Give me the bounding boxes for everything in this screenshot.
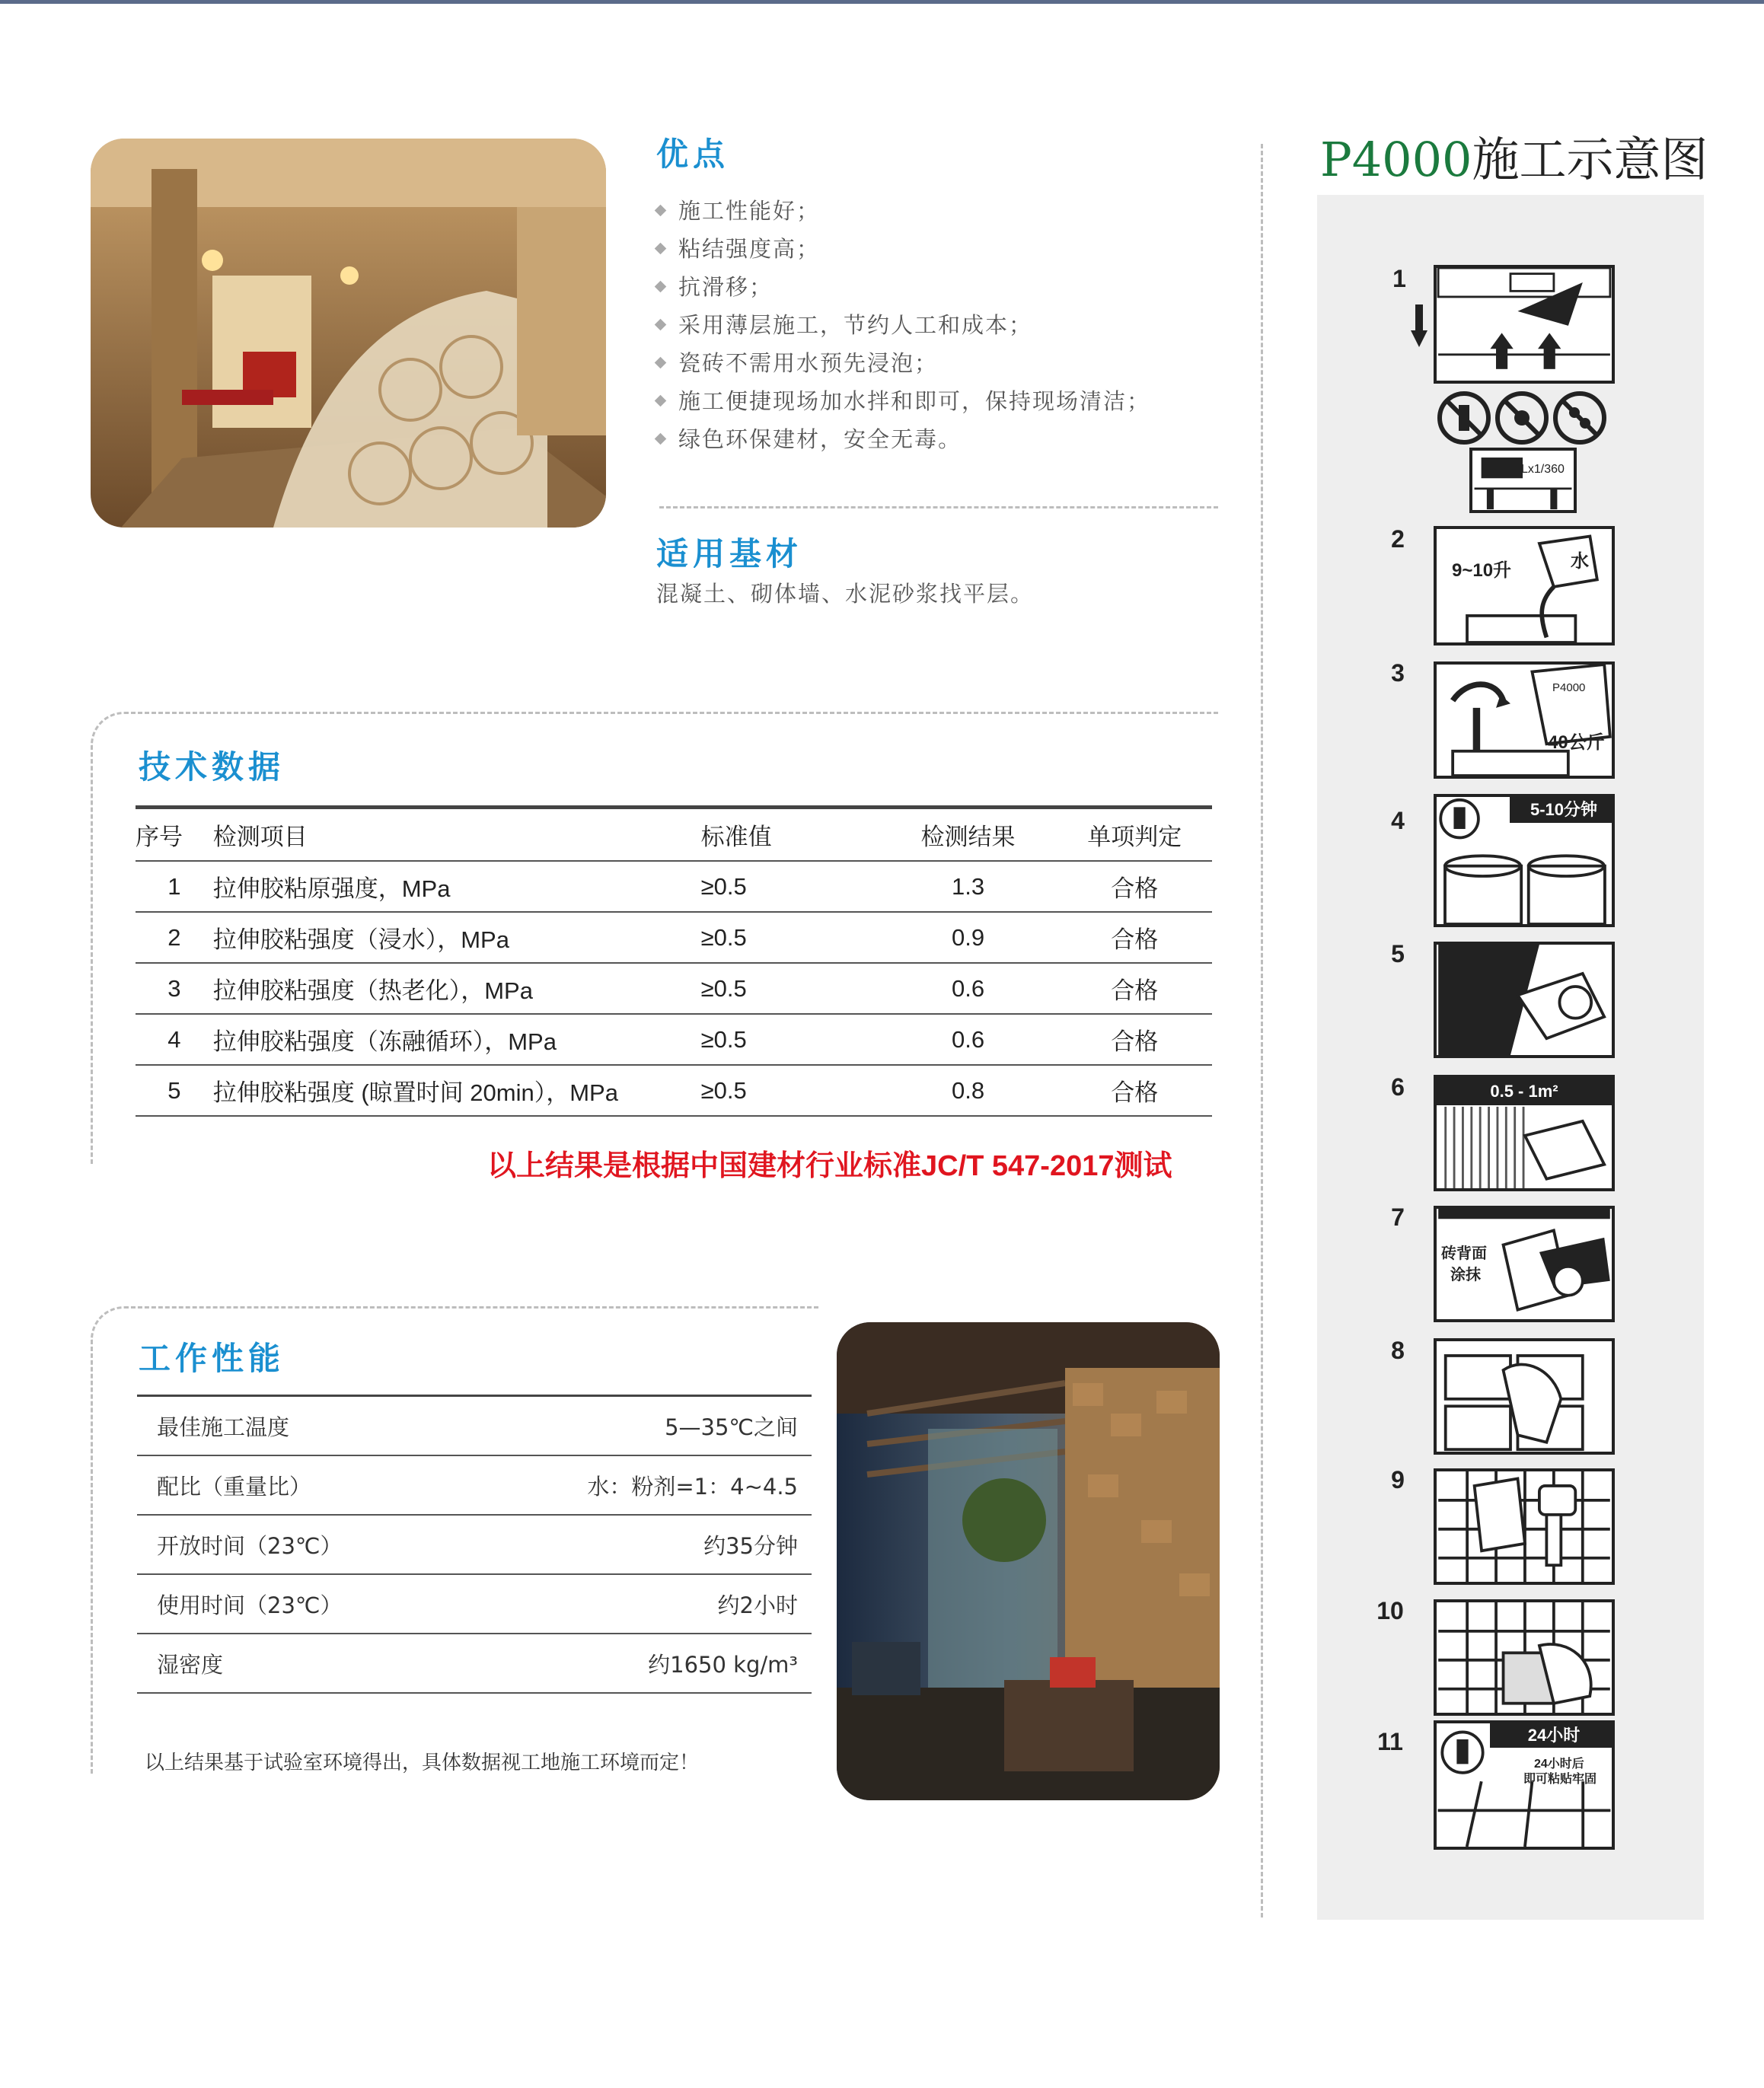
cure-time-bar: 24小时 — [1490, 1723, 1615, 1748]
cell-value: 约2小时 — [459, 1574, 812, 1634]
list-item: 瓷砖不需用水预先浸泡； — [656, 344, 1150, 382]
cell-index: 2 — [136, 912, 213, 963]
header-judgement: 单项判定 — [1057, 808, 1212, 862]
table-row — [137, 1574, 812, 1634]
cell-property: 湿密度 — [137, 1634, 459, 1693]
cell-standard: ≥0.5 — [701, 861, 879, 912]
cell-item: 拉伸胶粘强度（冻融循环），MPa — [213, 1014, 701, 1065]
tech-frame-corner — [91, 712, 126, 748]
tech-frame-top — [124, 712, 1218, 714]
bullet-diamond-icon — [655, 204, 667, 216]
back-butter-label-b: 涂抹 — [1450, 1267, 1481, 1283]
cell-index: 4 — [136, 1014, 213, 1065]
product-label: P4000 — [1552, 681, 1586, 694]
cell-result: 0.8 — [879, 1065, 1057, 1116]
step-10-illustration — [1434, 1599, 1615, 1716]
level-ratio-label: Lx1/360 — [1521, 463, 1565, 476]
table-row — [137, 1455, 812, 1515]
weight-label: 40公斤 — [1548, 732, 1605, 753]
header-standard: 标准值 — [701, 808, 879, 862]
step-number: 1 — [1392, 265, 1406, 292]
clean-joints-icon — [1437, 1602, 1612, 1713]
lab-note: 以上结果基于试验室环境得出，具体数据视工地施工环境而定！ — [145, 1752, 700, 1774]
cell-value: 约35分钟 — [459, 1515, 812, 1574]
step-number: 4 — [1391, 807, 1405, 834]
step-7-illustration — [1434, 1206, 1615, 1322]
list-item: 采用薄层施工，节约人工和成本； — [656, 306, 1150, 344]
step-number: 7 — [1391, 1203, 1405, 1231]
step-6-illustration — [1434, 1075, 1615, 1191]
cell-judgement: 合格 — [1057, 963, 1212, 1014]
water-amount-label: 9~10升 — [1452, 560, 1512, 581]
tech-data-table — [136, 805, 1212, 1117]
water-label: 水 — [1571, 551, 1589, 572]
cell-property: 开放时间（23℃） — [137, 1515, 459, 1574]
step-3-illustration — [1434, 661, 1615, 779]
cell-standard: ≥0.5 — [701, 1014, 879, 1065]
cell-value: 约1650 kg/m³ — [459, 1634, 812, 1693]
cell-property: 最佳施工温度 — [137, 1396, 459, 1456]
top-border-line — [0, 0, 1764, 4]
header-result: 检测结果 — [879, 808, 1057, 862]
list-item: 粘结强度高； — [656, 230, 1150, 268]
bullet-diamond-icon — [655, 356, 667, 368]
tech-frame-left — [91, 745, 93, 1164]
advantages-list — [656, 192, 1150, 458]
list-item: 绿色环保建材，安全无毒。 — [656, 420, 1150, 458]
cell-standard: ≥0.5 — [701, 963, 879, 1014]
cell-result: 0.6 — [879, 963, 1057, 1014]
list-item: 抗滑移； — [656, 268, 1150, 306]
standard-note: 以上结果是根据中国建材行业标准JC/T 547-2017测试 — [487, 1150, 1172, 1182]
header-index: 序号 — [136, 808, 213, 862]
step-number: 2 — [1391, 525, 1405, 553]
step-number: 11 — [1377, 1728, 1403, 1755]
cell-property: 配比（重量比） — [137, 1455, 459, 1515]
table-row — [136, 861, 1212, 912]
level-check-illustration — [1469, 448, 1577, 513]
table-row — [136, 1065, 1212, 1116]
work-performance-table — [137, 1395, 812, 1694]
bullet-diamond-icon — [655, 280, 667, 292]
pour-powder-icon — [1437, 665, 1612, 776]
table-row — [137, 1515, 812, 1574]
cell-item: 拉伸胶粘原强度，MPa — [213, 861, 701, 912]
cell-result: 0.6 — [879, 1014, 1057, 1065]
no-contaminants-icons — [1436, 390, 1608, 446]
cell-property: 使用时间（23℃） — [137, 1574, 459, 1634]
cell-index: 5 — [136, 1065, 213, 1116]
back-butter-label-a: 砖背面 — [1441, 1245, 1487, 1262]
step-4-illustration — [1434, 794, 1615, 927]
cell-standard: ≥0.5 — [701, 912, 879, 963]
step-1-illustration — [1434, 265, 1615, 384]
bullet-diamond-icon — [655, 318, 667, 330]
cell-judgement: 合格 — [1057, 1014, 1212, 1065]
step-number: 3 — [1391, 659, 1405, 687]
bullet-diamond-icon — [655, 394, 667, 406]
tap-rubber-mallet-icon — [1437, 1471, 1612, 1582]
table-row — [137, 1634, 812, 1693]
work-frame-left — [91, 1340, 93, 1774]
cell-item: 拉伸胶粘强度（热老化），MPa — [213, 963, 701, 1014]
table-row — [136, 963, 1212, 1014]
step-number: 9 — [1391, 1466, 1405, 1493]
column-divider — [1261, 144, 1263, 1917]
table-header-row — [136, 808, 1212, 862]
header-item: 检测项目 — [213, 808, 701, 862]
coverage-bar: 0.5 - 1m² — [1437, 1078, 1612, 1105]
step-number: 6 — [1391, 1073, 1405, 1101]
cell-judgement: 合格 — [1057, 912, 1212, 963]
cure-note-b: 即可粘贴牢固 — [1523, 1773, 1597, 1786]
divider-dashed — [659, 506, 1218, 508]
bullet-diamond-icon — [655, 242, 667, 254]
bullet-diamond-icon — [655, 432, 667, 445]
press-tile-icon — [1437, 1341, 1612, 1452]
advantages-title: 优点 — [656, 135, 730, 173]
cell-judgement: 合格 — [1057, 1065, 1212, 1116]
substrate-text: 混凝土、砌体墙、水泥砂浆找平层。 — [656, 581, 1035, 607]
work-performance-title: 工作性能 — [139, 1340, 285, 1377]
table-row — [136, 912, 1212, 963]
cell-result: 1.3 — [879, 861, 1057, 912]
step-number: 10 — [1376, 1597, 1404, 1624]
step-5-illustration — [1434, 942, 1615, 1058]
clean-surface-icon — [1437, 268, 1612, 381]
substrate-title: 适用基材 — [656, 535, 803, 572]
cell-index: 1 — [136, 861, 213, 912]
step-number: 8 — [1391, 1337, 1405, 1364]
step-11-illustration — [1434, 1720, 1615, 1850]
cell-result: 0.9 — [879, 912, 1057, 963]
work-frame-corner — [91, 1306, 126, 1342]
cell-value: 5—35℃之间 — [459, 1396, 812, 1456]
lobby-photo — [837, 1322, 1220, 1800]
cell-judgement: 合格 — [1057, 861, 1212, 912]
staircase-photo — [91, 139, 606, 528]
cell-item: 拉伸胶粘强度（浸水），MPa — [213, 912, 701, 963]
sidebar-title: P4000施工示意图 — [1320, 132, 1708, 187]
work-frame-top — [124, 1306, 818, 1309]
tech-data-title: 技术数据 — [139, 748, 285, 786]
table-row — [137, 1396, 812, 1456]
step-2-illustration — [1434, 526, 1615, 646]
apply-adhesive-icon — [1437, 945, 1612, 1055]
list-item: 施工便捷现场加水拌和即可，保持现场清洁； — [656, 382, 1150, 420]
table-row — [136, 1014, 1212, 1065]
cell-index: 3 — [136, 963, 213, 1014]
mix-time-bar: 5-10分钟 — [1510, 797, 1615, 823]
cure-note-a: 24小时后 — [1534, 1758, 1584, 1771]
cell-value: 水：粉剂=1：4~4.5 — [459, 1455, 812, 1515]
step-number: 5 — [1391, 940, 1405, 967]
cell-standard: ≥0.5 — [701, 1065, 879, 1116]
step-9-illustration — [1434, 1468, 1615, 1585]
cell-item: 拉伸胶粘强度 (晾置时间 20min），MPa — [213, 1065, 701, 1116]
list-item: 施工性能好； — [656, 192, 1150, 230]
step-8-illustration — [1434, 1338, 1615, 1455]
arrow-down-icon — [1411, 304, 1427, 347]
